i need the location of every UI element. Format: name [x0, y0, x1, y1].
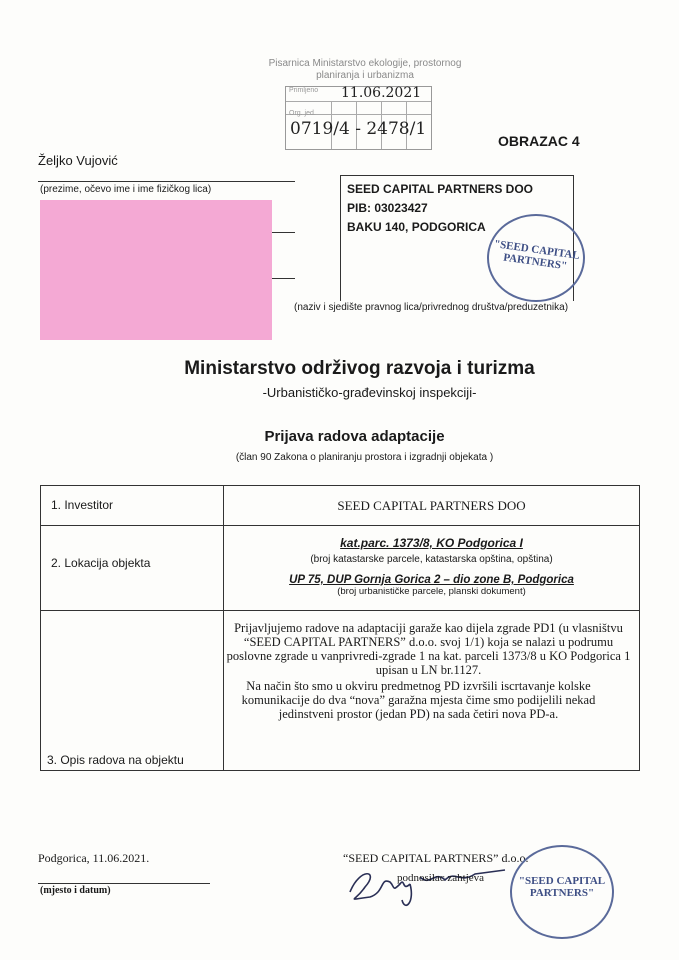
company-seal [487, 214, 585, 302]
divider [38, 883, 210, 884]
description-paragraph: Prijavljujemo radove na adaptaciji garaže kao dijela zgrade PD1 (u vlasništvu “SEED CAPITAL PARTNERS” d.o.o. svoj 1/1) koja se nalazi u podrumu poslovne zgrade u vanprivredi-zgrade 1 na kat. parceli 1373/8 u KO Podgorica 1 upisan u LN br.1127. [226, 621, 631, 677]
divider [272, 278, 295, 279]
place-date-caption: (mjesto i datum) [40, 885, 111, 896]
description-paragraph: Na način što smo u okviru predmetnog PD izvršili iscrtavanje kolske komunikacije do dva “nova” garažna mjesta čime smo podijelili nekad jedinstveni prostor (jedan PD) na sada četiri nova PD-a. [241, 679, 596, 721]
form-code: OBRAZAC 4 [498, 133, 580, 149]
location-label: 2. Lokacija objekta [41, 526, 224, 611]
divider [272, 232, 295, 233]
received-date: 11.06.2021 [341, 85, 422, 101]
seal-text: "SEED CAPITAL PARTNERS" [493, 238, 581, 273]
applicant-name: Željko Vujović [38, 153, 118, 168]
signer-caption: podnosilac zahtjeva [397, 872, 485, 884]
parcel-value: kat.parc. 1373/8, KO Podgorica I [340, 536, 523, 550]
place-date: Podgorica, 11.06.2021. [38, 851, 150, 865]
table-row [41, 611, 640, 771]
investor-label: 1. Investitor [41, 486, 224, 526]
company-seal [510, 845, 614, 939]
investor-value: SEED CAPITAL PARTNERS DOO [224, 486, 640, 526]
table-row [41, 526, 640, 611]
company-pib: PIB: 03023427 [347, 201, 428, 215]
stamp-header-line: Pisarnica Ministarstvo ekologije, prostornog [268, 58, 462, 69]
urban-parcel-caption: (broj urbanističke parcele, planski dokument) [337, 586, 526, 597]
application-table [40, 485, 640, 771]
company-address: BAKU 140, PODGORICA [347, 220, 486, 234]
urban-parcel-value: UP 75, DUP Gornja Gorica 2 – dio zone B, Podgorica [289, 574, 574, 586]
company-name: SEED CAPITAL PARTNERS DOO [347, 182, 534, 196]
seal-text: "SEED CAPITAL PARTNERS" [518, 875, 606, 899]
description-label: 3. Opis radova na objektu [41, 611, 224, 771]
signature [340, 862, 515, 907]
divider [38, 181, 295, 182]
registry-stamp-header [240, 58, 490, 82]
received-label: Primljeno [289, 87, 319, 94]
org-label: Org. jed. [289, 110, 316, 117]
registry-number: 0719/4 - 2478/1 [290, 119, 427, 139]
stamp-header-line: planiranja i urbanizma [316, 70, 414, 81]
redaction-block [40, 200, 272, 340]
page-subtitle: -Urbanističko-građevinskoj inspekciji- [262, 385, 477, 400]
footer-company: “SEED CAPITAL PARTNERS” d.o.o. [343, 851, 529, 865]
registry-stamp [285, 86, 432, 150]
table-row [41, 486, 640, 526]
parcel-caption: (broj katastarske parcele, katastarska opština, opština) [310, 554, 553, 565]
form-subtitle: (član 90 Zakona o planiranju prostora i izgradnji objekata ) [235, 452, 494, 463]
form-title: Prijava radova adaptacije [264, 428, 445, 445]
applicant-caption: (prezime, očevo ime i ime fizičkog lica) [40, 184, 212, 195]
page-title: Ministarstvo održivog razvoja i turizma [184, 358, 535, 379]
company-caption: (naziv i sjedište pravnog lica/privrednog društva/preduzetnika) [294, 302, 569, 313]
